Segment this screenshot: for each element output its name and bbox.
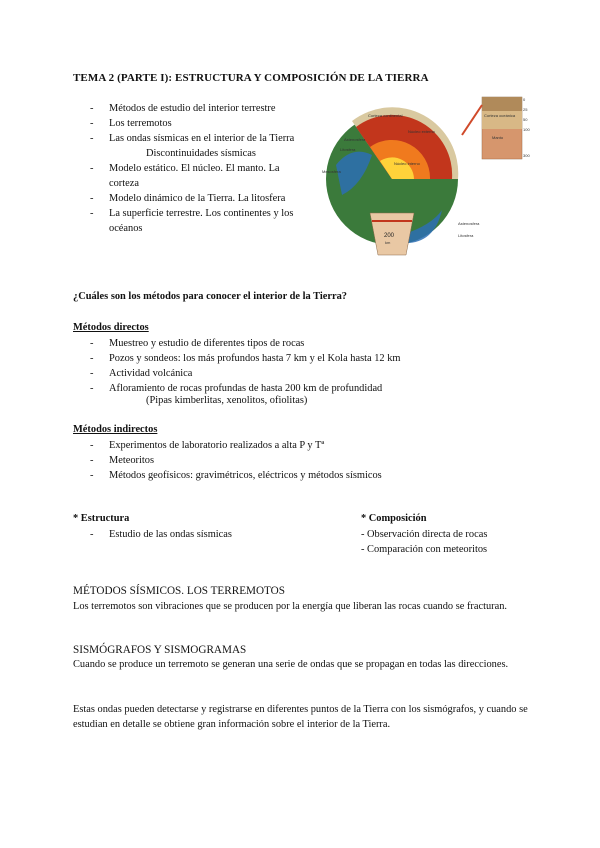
layer-label: Astenosfera	[344, 137, 366, 142]
list-item-continuation: corteza	[109, 178, 139, 189]
indirect-methods-list	[90, 438, 510, 483]
list-item-continuation: océanos	[109, 223, 143, 234]
list-item: - Modelo dinámico de la Tierra. La litosfera	[90, 191, 320, 206]
inset-mantle	[482, 129, 522, 159]
topics-list	[90, 101, 320, 146]
composition-heading: * Composición	[361, 513, 427, 524]
list-item: - Métodos de estudio del interior terrestre	[90, 101, 320, 116]
inset-label: Manto	[492, 135, 504, 140]
list-item: - Modelo estático. El núcleo. El manto. La	[90, 161, 320, 176]
list-item: - Las ondas sísmicas en el interior de la Tierra	[90, 131, 320, 146]
topics-list-2	[90, 161, 320, 176]
seismic-heading: MÉTODOS SÍSMICOS. LOS TERREMOTOS	[73, 585, 285, 597]
list-item: - Métodos geofísicos: gravimétricos, eléctricos y métodos sísmicos	[90, 468, 510, 483]
zoom-arrow	[462, 105, 482, 135]
layer-label: Litosfera	[340, 147, 356, 152]
document-title: TEMA 2 (PARTE I): ESTRUCTURA Y COMPOSICIÓN DE LA TIERRA	[73, 72, 429, 84]
direct-methods-heading: Métodos directos	[73, 322, 149, 333]
layer-label: Núcleo interno	[394, 161, 420, 166]
list-item: - Actividad volcánica	[90, 366, 510, 381]
layer-label: Astenosfera	[458, 221, 480, 226]
list-item: - Meteoritos	[90, 453, 510, 468]
depth-label: 100	[523, 127, 530, 132]
topics-list-3	[90, 191, 320, 221]
layer-label: Litosfera	[458, 233, 474, 238]
list-item: - Muestreo y estudio de diferentes tipos de rocas	[90, 336, 510, 351]
depth-label: 300	[523, 153, 530, 158]
layer-label: Núcleo externo	[408, 129, 435, 134]
list-item-continuation: Discontinuidades sísmicas	[146, 148, 256, 159]
structure-heading: * Estructura	[73, 513, 130, 524]
direct-methods-note: (Pipas kimberlitas, xenolitos, ofiolitas)	[146, 395, 308, 406]
list-item: - Estudio de las ondas sísmicas	[90, 527, 320, 542]
structure-list	[90, 527, 320, 542]
seismic-paragraph: Los terremotos son vibraciones que se producen por la energía que liberan las rocas cuando se fracturan.	[73, 601, 508, 612]
inset-label: Corteza oceánica	[484, 113, 516, 118]
indirect-methods-heading: Métodos indirectos	[73, 424, 158, 435]
earth-diagram	[322, 95, 530, 265]
layer-label: Mesosfera	[322, 169, 341, 174]
seismographs-heading: SISMÓGRAFOS Y SISMOGRAMAS	[73, 644, 247, 656]
list-item: - Pozos y sondeos: los más profundos hasta 7 km y el Kola hasta 12 km	[90, 351, 510, 366]
earth-structure-figure	[322, 95, 530, 265]
list-item: - Experimentos de laboratorio realizados a alta P y Tª	[90, 438, 510, 453]
seismographs-paragraph-1: Cuando se produce un terremoto se generan una serie de ondas que se propagan en todas las direcciones.	[73, 659, 509, 670]
list-item: - La superficie terrestre. Los continentes y los	[90, 206, 320, 221]
composition-item: - Observación directa de rocas	[361, 529, 488, 540]
section-question: ¿Cuáles son los métodos para conocer el interior de la Tierra?	[73, 291, 347, 302]
list-item: - Los terremotos	[90, 116, 320, 131]
layer-label: Corteza continental	[368, 113, 403, 118]
depth-label: 0	[523, 97, 526, 102]
depth-label: 25	[523, 107, 528, 112]
wedge-depth-label: 200	[384, 233, 395, 239]
composition-item: - Comparación con meteoritos	[361, 544, 488, 555]
inset-crust	[482, 97, 522, 111]
list-item: - Afloramiento de rocas profundas de hasta 200 km de profundidad	[90, 381, 510, 396]
direct-methods-list	[90, 336, 510, 396]
seismographs-paragraph-2: Estas ondas pueden detectarse y registrarse en diferentes puntos de la Tierra con los sismógrafos, y cuando se estudian en detalle se obtiene gran información sobre el interior de la Tierra.	[73, 704, 528, 730]
depth-label: 50	[523, 117, 528, 122]
wedge-unit-label: km	[385, 240, 391, 245]
